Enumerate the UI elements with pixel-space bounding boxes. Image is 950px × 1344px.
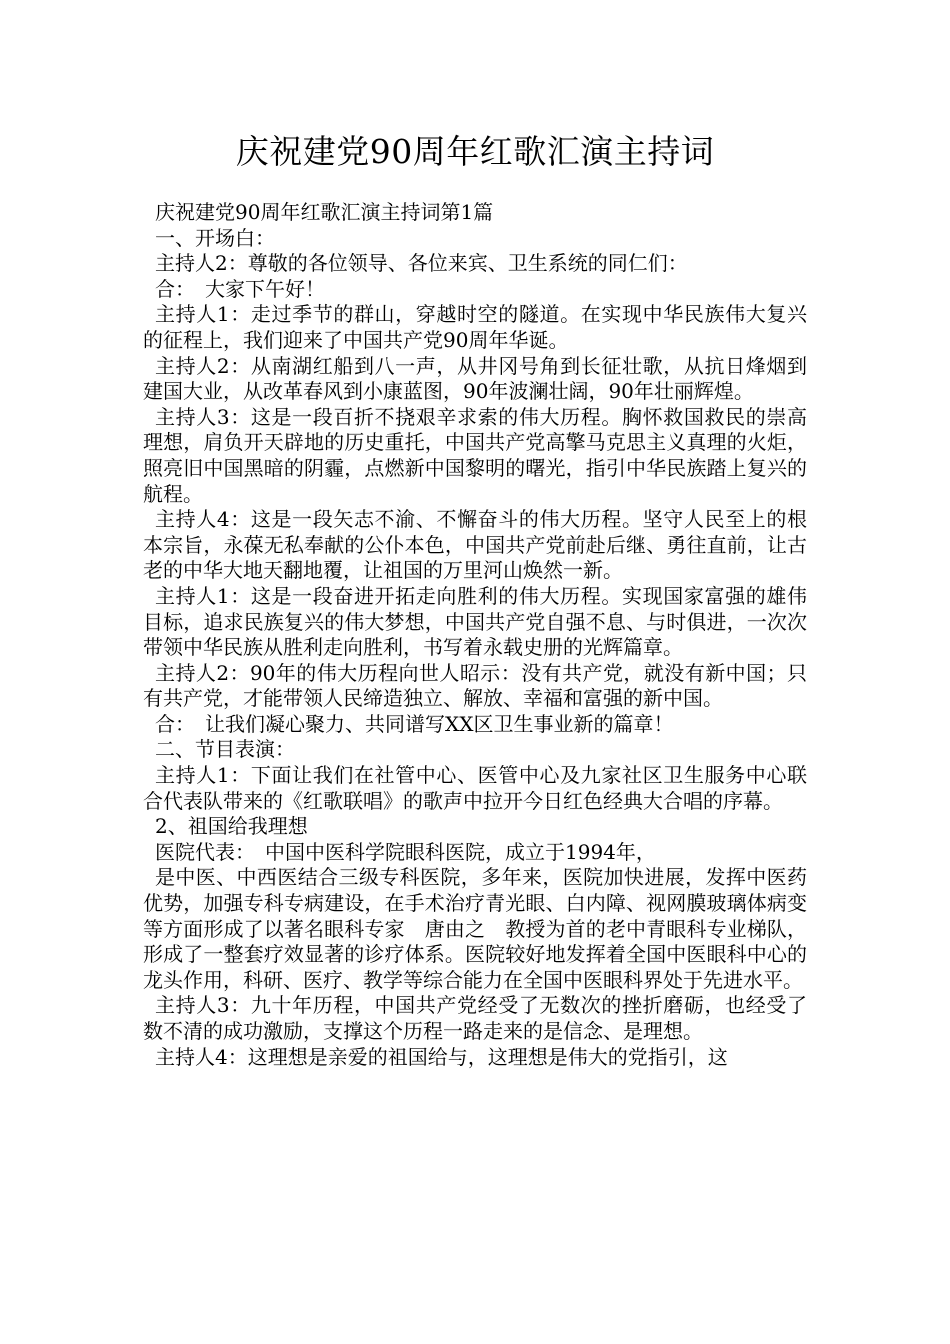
paragraph-5: 主持人1：走过季节的群山，穿越时空的隧道。在实现中华民族伟大复兴的征程上，我们迎来了中国共产党90周年华诞。 (143, 302, 807, 352)
paragraph-1: 庆祝建党90周年红歌汇演主持词第1篇 (155, 200, 494, 224)
paragraph-13: 主持人1：下面让我们在社管中心、医管中心及九家社区卫生服务中心联合代表队带来的《红歌联唱》的歌声中拉开今日红色经典大合唱的序幕。 (143, 763, 807, 813)
paragraph-9: 主持人1：这是一段奋进开拓走向胜利的伟大历程。实现国家富强的雄伟目标，追求民族复兴的伟大梦想，中国共产党自强不息、与时俱进，一次次带领中华民族从胜利走向胜利，书写着永载史册的光辉篇章。 (143, 583, 807, 660)
paragraph-11: 合： 让我们凝心聚力、共同谱写XX区卫生事业新的篇章！ (155, 711, 674, 736)
paragraph-7: 主持人3：这是一段百折不挠艰辛求索的伟大历程。胸怀救国救民的崇高理想，肩负开天辟地的历史重托，中国共产党高擎马克思主义真理的火炬，照亮旧中国黑暗的阴霾，点燃新中国黎明的曙光，指引中华民族踏上复兴的航程。 (143, 404, 807, 506)
document-body (143, 200, 807, 1070)
paragraph-4: 合： 大家下午好！ (155, 276, 325, 301)
paragraph-3: 主持人2：尊敬的各位领导、各位来宾、卫生系统的同仁们： (155, 251, 688, 276)
paragraph-6: 主持人2：从南湖红船到八一声，从井冈号角到长征壮歌，从抗日烽烟到建国大业，从改革春风到小康蓝图，90年波澜壮阔，90年壮丽辉煌。 (143, 353, 807, 404)
document-page (143, 128, 807, 1070)
paragraph-16: 是中医、中西医结合三级专科医院，多年来，医院加快进展，发挥中医药优势，加强专科专病建设，在手术治疗青光眼、白内障、视网膜玻璃体病变等方面形成了以著名眼科专家 唐由之 教授为首的老中青眼科专业梯队，形成了一整套疗效显著的诊疗体系。医院较好地发挥着全国中医眼科中心的龙头作用，科研、医疗、教学等综合能力在全国中医眼科界处于先进水平。 (143, 865, 807, 992)
paragraph-8: 主持人4：这是一段矢志不渝、不懈奋斗的伟大历程。坚守人民至上的根本宗旨，永葆无私奉献的公仆本色，中国共产党前赴后继、勇往直前，让古老的中华大地天翻地覆，让祖国的万里河山焕然一新。 (143, 507, 807, 583)
document-title: 庆祝建党90周年红歌汇演主持词 (235, 132, 715, 171)
paragraph-15: 医院代表： 中国中医科学院眼科医院，成立于1994年， (155, 839, 656, 864)
paragraph-2: 一、开场白： (155, 225, 275, 250)
paragraph-17: 主持人3：九十年历程，中国共产党经受了无数次的挫折磨砺，也经受了数不清的成功激励，支撑这个历程一路走来的是信念、是理想。 (143, 993, 807, 1043)
paragraph-12: 二、节目表演： (155, 737, 295, 762)
paragraph-10: 主持人2：90年的伟大历程向世人昭示：没有共产党，就没有新中国；只有共产党，才能带领人民缔造独立、解放、幸福和富强的新中国。 (143, 660, 807, 711)
paragraph-18: 主持人4：这理想是亲爱的祖国给与，这理想是伟大的党指引，这 (155, 1044, 728, 1069)
paragraph-14: 2、祖国给我理想 (155, 814, 308, 839)
